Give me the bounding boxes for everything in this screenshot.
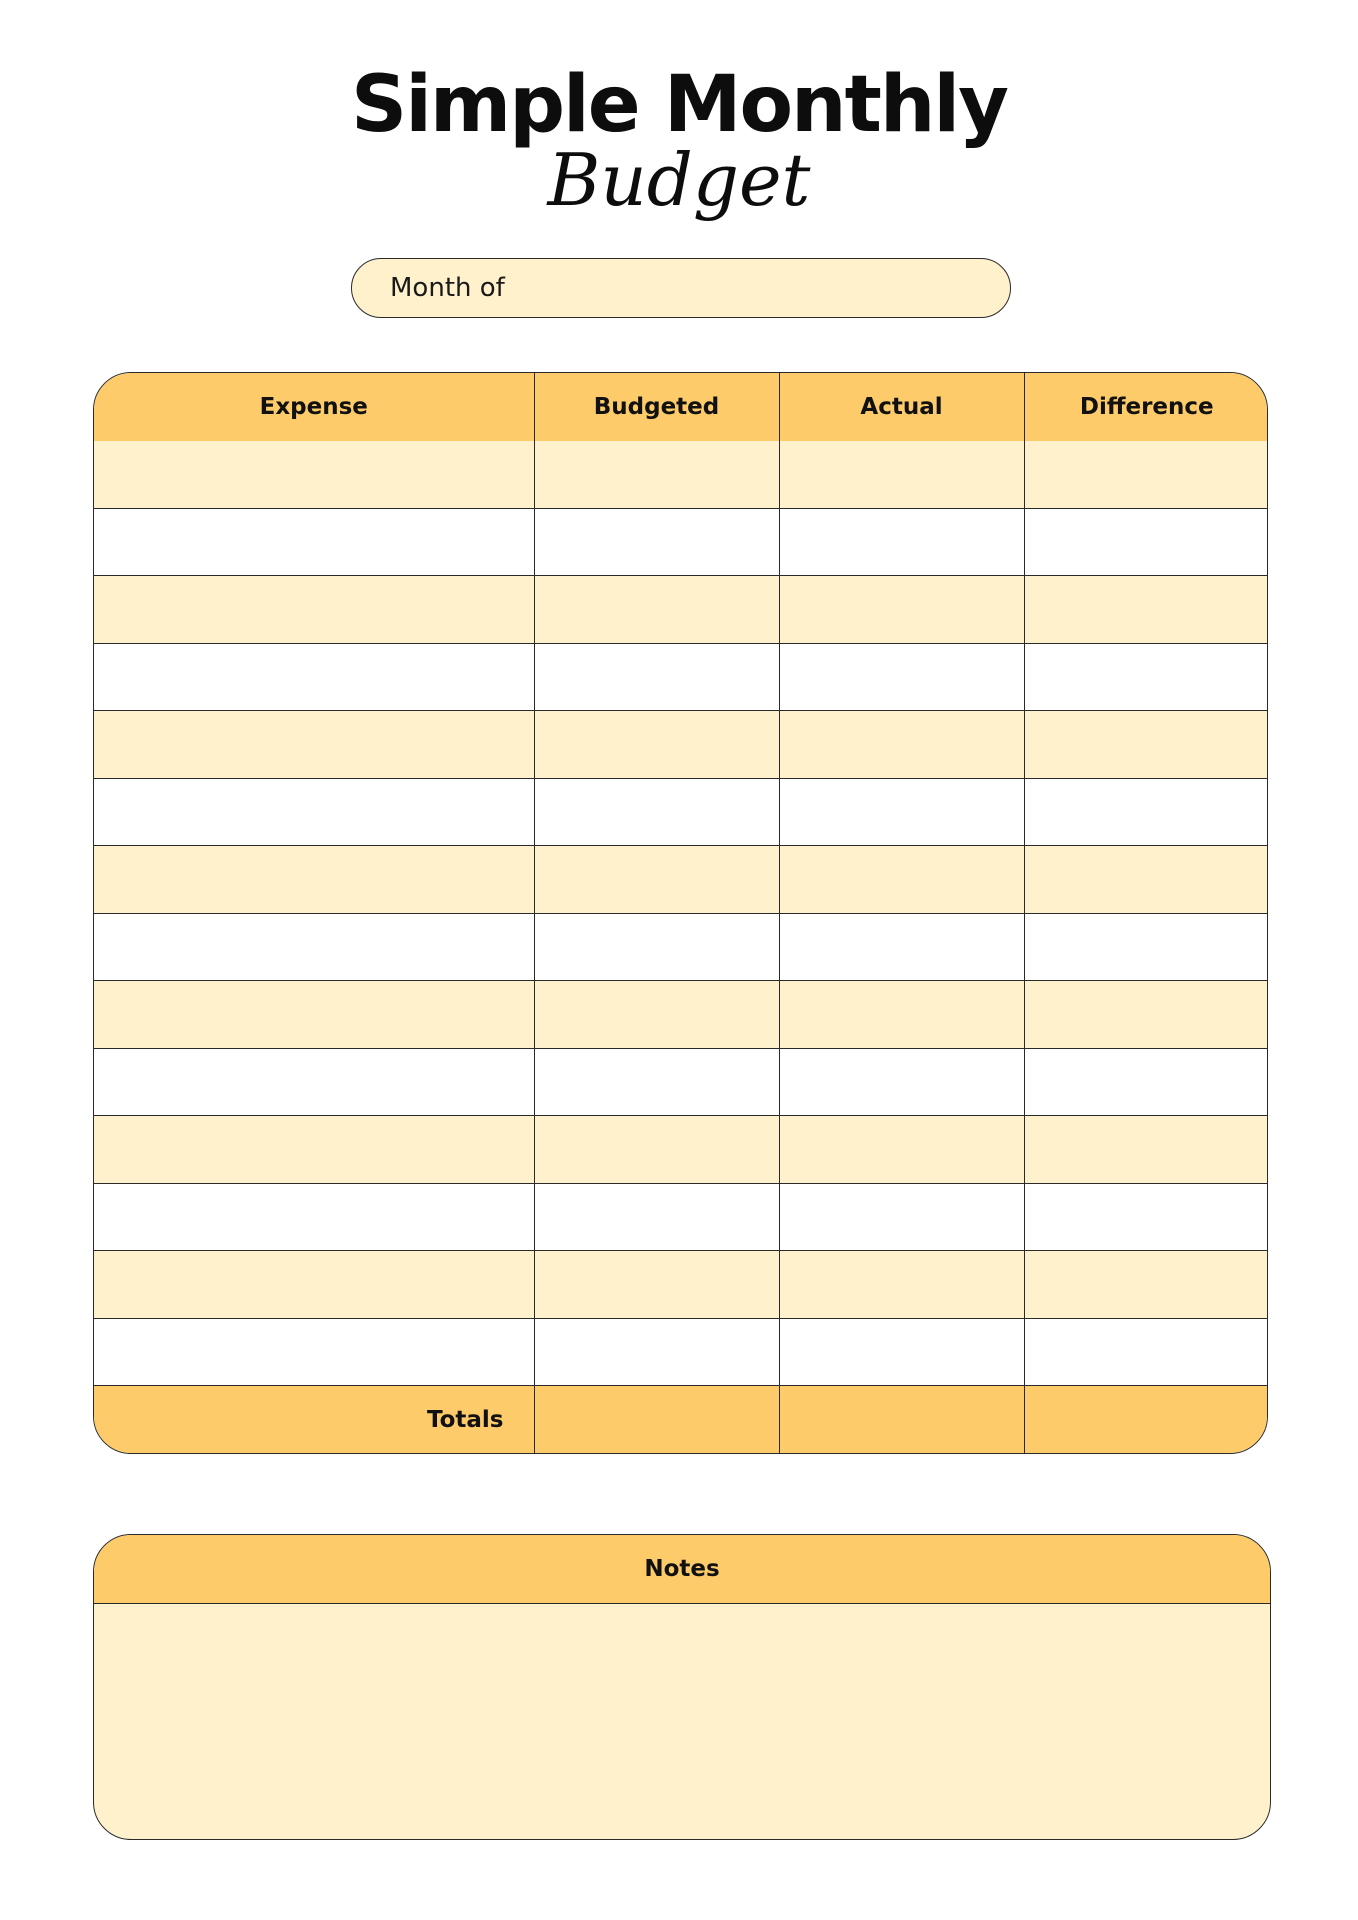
notes-area[interactable]: [94, 1604, 1270, 1840]
table-row: [94, 778, 1268, 846]
expense-cell[interactable]: [94, 508, 534, 576]
difference-cell[interactable]: [1024, 981, 1268, 1049]
difference-cell[interactable]: [1024, 913, 1268, 981]
table-row: [94, 1116, 1268, 1184]
actual-cell[interactable]: [779, 441, 1024, 509]
expense-cell[interactable]: [94, 778, 534, 846]
actual-cell[interactable]: [779, 576, 1024, 644]
difference-cell[interactable]: [1024, 508, 1268, 576]
column-header-difference: Difference: [1024, 373, 1268, 441]
total-budgeted-cell[interactable]: [534, 1386, 779, 1454]
total-difference-cell[interactable]: [1024, 1386, 1268, 1454]
table-header-row: [94, 373, 1268, 441]
expense-cell[interactable]: [94, 913, 534, 981]
difference-cell[interactable]: [1024, 1183, 1268, 1251]
difference-cell[interactable]: [1024, 1318, 1268, 1386]
totals-row: [94, 1386, 1268, 1454]
expense-cell[interactable]: [94, 441, 534, 509]
actual-cell[interactable]: [779, 1048, 1024, 1116]
actual-cell[interactable]: [779, 508, 1024, 576]
budgeted-cell[interactable]: [534, 643, 779, 711]
expense-cell[interactable]: [94, 1116, 534, 1184]
table-row: [94, 846, 1268, 914]
actual-cell[interactable]: [779, 846, 1024, 914]
expense-cell[interactable]: [94, 643, 534, 711]
table-row: [94, 981, 1268, 1049]
expense-cell[interactable]: [94, 1318, 534, 1386]
budgeted-cell[interactable]: [534, 1116, 779, 1184]
budgeted-cell[interactable]: [534, 778, 779, 846]
expense-cell[interactable]: [94, 576, 534, 644]
actual-cell[interactable]: [779, 778, 1024, 846]
budgeted-cell[interactable]: [534, 1183, 779, 1251]
budgeted-cell[interactable]: [534, 576, 779, 644]
expense-cell[interactable]: [94, 1251, 534, 1319]
difference-cell[interactable]: [1024, 643, 1268, 711]
table-row: [94, 576, 1268, 644]
difference-cell[interactable]: [1024, 846, 1268, 914]
table-row: [94, 711, 1268, 779]
budgeted-cell[interactable]: [534, 846, 779, 914]
difference-cell[interactable]: [1024, 441, 1268, 509]
actual-cell[interactable]: [779, 913, 1024, 981]
page-title: [0, 62, 1358, 220]
month-of-field[interactable]: [351, 258, 1011, 318]
table-row: [94, 441, 1268, 509]
expense-cell[interactable]: [94, 981, 534, 1049]
expense-cell[interactable]: [94, 711, 534, 779]
month-of-label: Month of: [390, 273, 505, 303]
notes-header: Notes: [94, 1535, 1270, 1604]
budgeted-cell[interactable]: [534, 441, 779, 509]
budgeted-cell[interactable]: [534, 1251, 779, 1319]
budgeted-cell[interactable]: [534, 1048, 779, 1116]
expense-cell[interactable]: [94, 1183, 534, 1251]
budgeted-cell[interactable]: [534, 913, 779, 981]
budgeted-cell[interactable]: [534, 508, 779, 576]
total-actual-cell[interactable]: [779, 1386, 1024, 1454]
actual-cell[interactable]: [779, 711, 1024, 779]
table-row: [94, 1048, 1268, 1116]
table-row: [94, 1318, 1268, 1386]
budgeted-cell[interactable]: [534, 1318, 779, 1386]
column-header-budgeted: Budgeted: [534, 373, 779, 441]
table-row: [94, 1183, 1268, 1251]
table-row: [94, 1251, 1268, 1319]
difference-cell[interactable]: [1024, 1048, 1268, 1116]
title-sub: Budget: [547, 138, 811, 222]
difference-cell[interactable]: [1024, 1116, 1268, 1184]
expense-cell[interactable]: [94, 1048, 534, 1116]
column-header-actual: Actual: [779, 373, 1024, 441]
difference-cell[interactable]: [1024, 1251, 1268, 1319]
actual-cell[interactable]: [779, 1116, 1024, 1184]
difference-cell[interactable]: [1024, 778, 1268, 846]
table-row: [94, 508, 1268, 576]
actual-cell[interactable]: [779, 1318, 1024, 1386]
totals-label: Totals: [94, 1386, 534, 1454]
table-row: [94, 913, 1268, 981]
expense-cell[interactable]: [94, 846, 534, 914]
column-header-expense: Expense: [94, 373, 534, 441]
table-row: [94, 643, 1268, 711]
difference-cell[interactable]: [1024, 576, 1268, 644]
difference-cell[interactable]: [1024, 711, 1268, 779]
actual-cell[interactable]: [779, 643, 1024, 711]
title-main: Simple Monthly: [351, 60, 1007, 150]
actual-cell[interactable]: [779, 1183, 1024, 1251]
budgeted-cell[interactable]: [534, 711, 779, 779]
budgeted-cell[interactable]: [534, 981, 779, 1049]
actual-cell[interactable]: [779, 981, 1024, 1049]
actual-cell[interactable]: [779, 1251, 1024, 1319]
budget-table: [93, 372, 1268, 1454]
notes-box: [93, 1534, 1271, 1840]
